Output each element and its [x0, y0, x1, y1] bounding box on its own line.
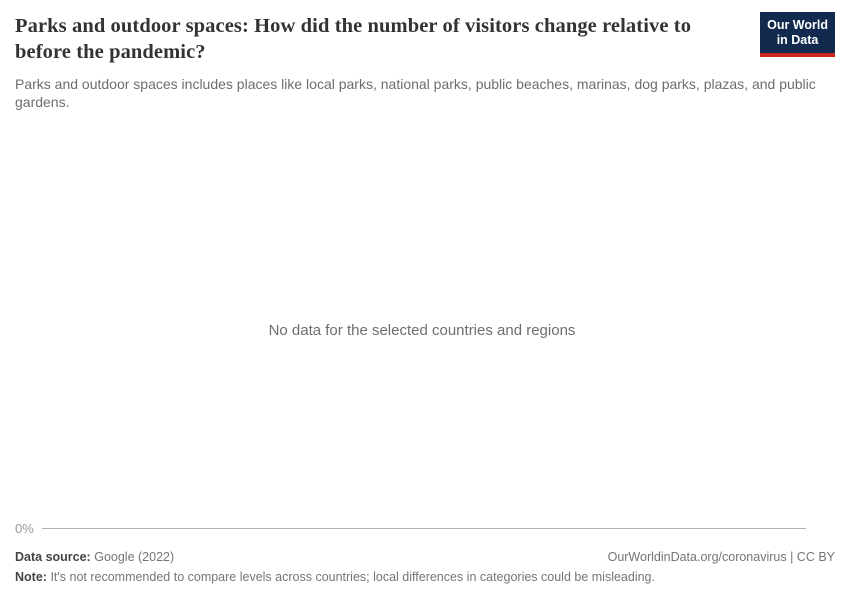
chart-subtitle: Parks and outdoor spaces includes places like local parks, national parks, public beaches, marinas, dog parks, plazas, and public gardens. — [15, 76, 816, 110]
note-value: It's not recommended to compare levels across countries; local differences in categories could be misleading. — [50, 570, 655, 584]
chart-title: Parks and outdoor spaces: How did the number of visitors change relative to before the pandemic? — [15, 15, 692, 63]
footer-row-sources — [15, 548, 835, 567]
note-label: Note: — [15, 570, 47, 584]
owid-attribution-link[interactable]: OurWorldinData.org/coronavirus | CC BY — [607, 550, 835, 564]
no-data-message: No data for the selected countries and regions — [268, 322, 576, 339]
owid-logo-line1: Our World — [767, 18, 828, 32]
footer-note-line — [15, 568, 835, 587]
owid-logo[interactable] — [760, 12, 835, 57]
chart-footer — [15, 548, 835, 587]
data-source-line — [15, 548, 174, 567]
data-source-label: Data source: — [15, 550, 91, 564]
x-axis — [15, 520, 806, 536]
data-source-value: Google (2022) — [94, 550, 175, 564]
owid-logo-line2: in Data — [776, 33, 819, 47]
y-axis-zero-tick-label: 0% — [15, 520, 34, 536]
axis-baseline — [42, 528, 806, 529]
